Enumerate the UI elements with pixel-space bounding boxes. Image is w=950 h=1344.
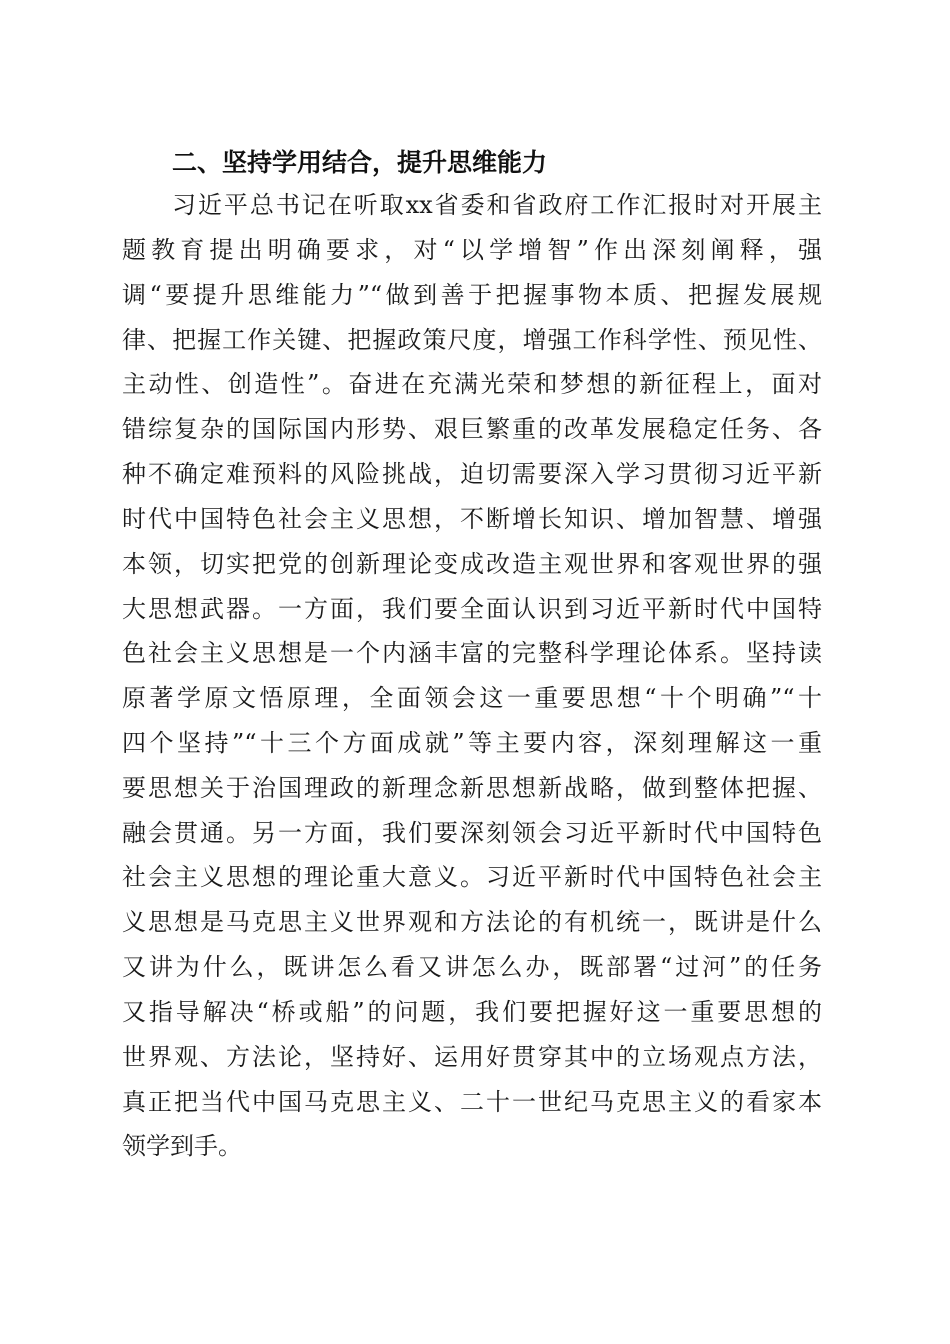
paragraph-line-14: 要思想关于治国理政的新理念新思想新战略，做到整体把握、 xyxy=(122,774,822,802)
paragraph-line-19: 又指导解决“桥或船”的问题，我们要把握好这一重要思想的 xyxy=(122,998,822,1026)
paragraph-line-10: 大思想武器。一方面，我们要全面认识到习近平新时代中国特 xyxy=(122,595,822,623)
paragraph-line-21: 真正把当代中国马克思主义、二十一世纪马克思主义的看家本 xyxy=(122,1088,822,1116)
paragraph-line-22: 领学到手。 xyxy=(122,1132,242,1160)
paragraph-line-6: 错综复杂的国际国内形势、艰巨繁重的改革发展稳定任务、各 xyxy=(122,415,822,443)
paragraph-line-12: 原著学原文悟原理，全面领会这一重要思想“十个明确”“十 xyxy=(122,684,822,712)
paragraph-line-8: 时代中国特色社会主义思想，不断增长知识、增加智慧、增强 xyxy=(122,505,822,533)
paragraph-line-5: 主动性、创造性”。奋进在充满光荣和梦想的新征程上，面对 xyxy=(122,370,822,398)
paragraph-line-18: 又讲为什么，既讲怎么看又讲怎么办，既部署“过河”的任务 xyxy=(122,953,822,981)
paragraph-line-9: 本领，切实把党的创新理论变成改造主观世界和客观世界的强 xyxy=(122,550,822,578)
paragraph-line-15: 融会贯通。另一方面，我们要深刻领会习近平新时代中国特色 xyxy=(122,819,822,847)
paragraph-line-4: 律、把握工作关键、把握政策尺度，增强工作科学性、预见性、 xyxy=(122,326,822,354)
section-heading: 二、坚持学用结合，提升思维能力 xyxy=(172,148,548,177)
paragraph-line-16: 社会主义思想的理论重大意义。习近平新时代中国特色社会主 xyxy=(122,863,822,891)
paragraph-line-13: 四个坚持”“十三个方面成就”等主要内容，深刻理解这一重 xyxy=(122,729,822,757)
paragraph-line-17: 义思想是马克思主义世界观和方法论的有机统一，既讲是什么 xyxy=(122,908,822,936)
paragraph-line-11: 色社会主义思想是一个内涵丰富的完整科学理论体系。坚持读 xyxy=(122,639,822,667)
paragraph-line-3: 调“要提升思维能力”“做到善于把握事物本质、把握发展规 xyxy=(122,281,822,309)
paragraph-line-20: 世界观、方法论，坚持好、运用好贯穿其中的立场观点方法， xyxy=(122,1043,822,1071)
paragraph-line-2: 题教育提出明确要求，对“以学增智”作出深刻阐释，强 xyxy=(122,236,822,264)
paragraph-line-1: 习近平总书记在听取xx省委和省政府工作汇报时对开展主 xyxy=(172,191,822,219)
paragraph-line-7: 种不确定难预料的风险挑战，迫切需要深入学习贯彻习近平新 xyxy=(122,460,822,488)
